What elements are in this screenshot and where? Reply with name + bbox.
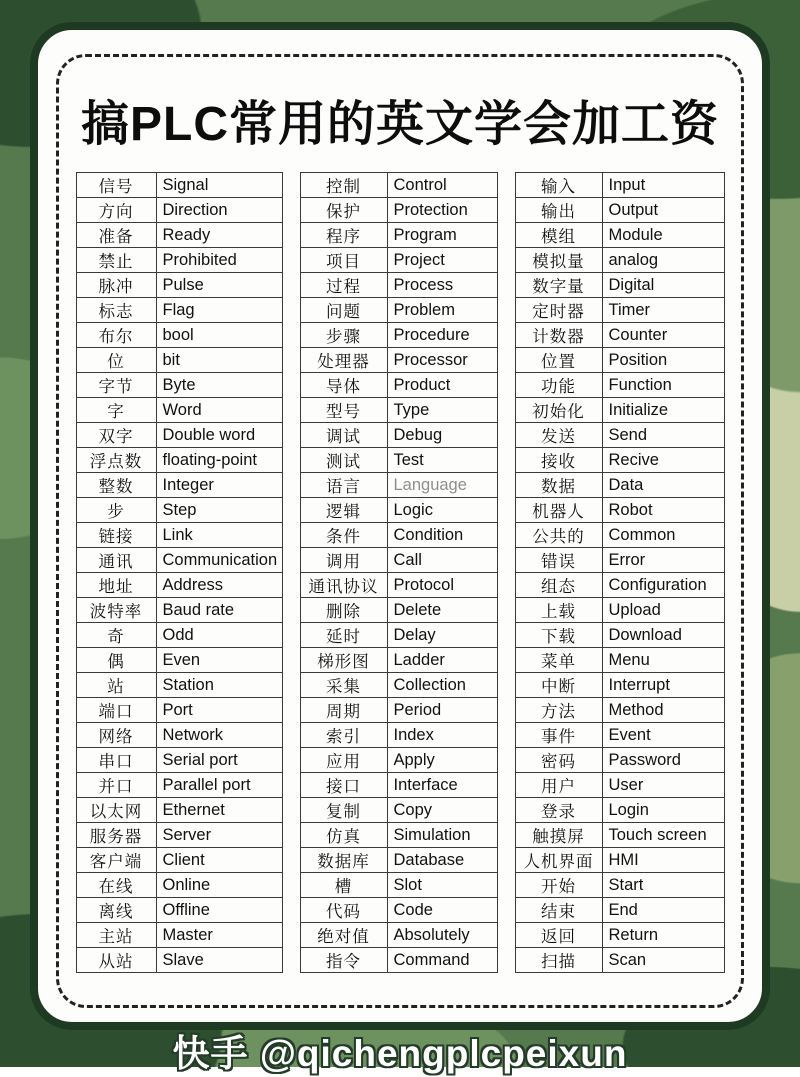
table-row: [300, 873, 497, 898]
chinese-term: 周期: [300, 698, 387, 723]
english-term: Word: [156, 398, 282, 423]
chinese-term: 数据库: [300, 848, 387, 873]
english-term: Send: [602, 423, 724, 448]
table-row: [300, 573, 497, 598]
english-term: Even: [156, 648, 282, 673]
chinese-term: 逻辑: [300, 498, 387, 523]
chinese-term: 双字: [76, 423, 156, 448]
table-row: [515, 323, 724, 348]
chinese-term: 字节: [76, 373, 156, 398]
english-term: Slot: [387, 873, 497, 898]
chinese-term: 从站: [76, 948, 156, 973]
english-term: Process: [387, 273, 497, 298]
chinese-term: 串口: [76, 748, 156, 773]
chinese-term: 地址: [76, 573, 156, 598]
chinese-term: 人机界面: [515, 848, 602, 873]
english-term: Scan: [602, 948, 724, 973]
table-row: [76, 548, 282, 573]
vocab-table-3: [515, 172, 725, 973]
english-term: Input: [602, 173, 724, 198]
chinese-term: 扫描: [515, 948, 602, 973]
table-row: [515, 473, 724, 498]
english-term: Copy: [387, 798, 497, 823]
english-term: Online: [156, 873, 282, 898]
table-row: [515, 573, 724, 598]
chinese-term: 信号: [76, 173, 156, 198]
table-row: [76, 898, 282, 923]
chinese-term: 浮点数: [76, 448, 156, 473]
chinese-term: 布尔: [76, 323, 156, 348]
table-row: [76, 498, 282, 523]
table-row: [300, 598, 497, 623]
table-row: [76, 348, 282, 373]
chinese-term: 项目: [300, 248, 387, 273]
table-row: [300, 348, 497, 373]
watermark: 快手 @qichengplcpeixun: [172, 1033, 628, 1074]
english-term: Network: [156, 723, 282, 748]
chinese-term: 控制: [300, 173, 387, 198]
chinese-term: 程序: [300, 223, 387, 248]
chinese-term: 语言: [300, 473, 387, 498]
table-row: [76, 273, 282, 298]
english-term: Recive: [602, 448, 724, 473]
table-row: [76, 723, 282, 748]
english-term: Problem: [387, 298, 497, 323]
table-row: [515, 923, 724, 948]
english-term: Function: [602, 373, 724, 398]
table-row: [515, 198, 724, 223]
table-row: [76, 823, 282, 848]
english-term: Command: [387, 948, 497, 973]
english-term: Type: [387, 398, 497, 423]
chinese-term: 脉冲: [76, 273, 156, 298]
english-term: Project: [387, 248, 497, 273]
chinese-term: 梯形图: [300, 648, 387, 673]
table-row: [515, 798, 724, 823]
english-term: bit: [156, 348, 282, 373]
english-term: Pulse: [156, 273, 282, 298]
english-term: Interface: [387, 773, 497, 798]
english-term: Position: [602, 348, 724, 373]
english-term: Debug: [387, 423, 497, 448]
chinese-term: 位: [76, 348, 156, 373]
table-row: [515, 348, 724, 373]
table-row: [76, 773, 282, 798]
chinese-term: 指令: [300, 948, 387, 973]
table-row: [515, 523, 724, 548]
chinese-term: 组态: [515, 573, 602, 598]
english-term: Step: [156, 498, 282, 523]
english-term: Protocol: [387, 573, 497, 598]
vocab-card: [30, 22, 770, 1030]
chinese-term: 应用: [300, 748, 387, 773]
english-term: Product: [387, 373, 497, 398]
table-row: [300, 848, 497, 873]
english-term: Double word: [156, 423, 282, 448]
chinese-term: 中断: [515, 673, 602, 698]
english-term: Error: [602, 548, 724, 573]
table-row: [300, 723, 497, 748]
vocab-table-2: [300, 172, 498, 973]
table-row: [515, 773, 724, 798]
english-term: Period: [387, 698, 497, 723]
chinese-term: 触摸屏: [515, 823, 602, 848]
english-term: Digital: [602, 273, 724, 298]
chinese-term: 用户: [515, 773, 602, 798]
chinese-term: 下载: [515, 623, 602, 648]
chinese-term: 复制: [300, 798, 387, 823]
table-row: [76, 473, 282, 498]
table-row: [76, 423, 282, 448]
chinese-term: 数据: [515, 473, 602, 498]
table-row: [515, 373, 724, 398]
chinese-term: 标志: [76, 298, 156, 323]
english-term: Method: [602, 698, 724, 723]
english-term: Server: [156, 823, 282, 848]
chinese-term: 计数器: [515, 323, 602, 348]
english-term: Program: [387, 223, 497, 248]
english-term: Interrupt: [602, 673, 724, 698]
english-term: floating-point: [156, 448, 282, 473]
chinese-term: 登录: [515, 798, 602, 823]
english-term: Logic: [387, 498, 497, 523]
chinese-term: 事件: [515, 723, 602, 748]
chinese-term: 方向: [76, 198, 156, 223]
chinese-term: 并口: [76, 773, 156, 798]
chinese-term: 禁止: [76, 248, 156, 273]
table-row: [76, 848, 282, 873]
english-term: Slave: [156, 948, 282, 973]
english-term: Address: [156, 573, 282, 598]
table-row: [76, 573, 282, 598]
chinese-term: 发送: [515, 423, 602, 448]
table-row: [515, 273, 724, 298]
table-row: [300, 223, 497, 248]
chinese-term: 功能: [515, 373, 602, 398]
english-term: Delete: [387, 598, 497, 623]
chinese-term: 接口: [300, 773, 387, 798]
english-term: Signal: [156, 173, 282, 198]
english-term: Procedure: [387, 323, 497, 348]
table-row: [515, 223, 724, 248]
english-term: Serial port: [156, 748, 282, 773]
chinese-term: 问题: [300, 298, 387, 323]
chinese-term: 公共的: [515, 523, 602, 548]
table-row: [515, 173, 724, 198]
chinese-term: 调试: [300, 423, 387, 448]
chinese-term: 整数: [76, 473, 156, 498]
english-term: Condition: [387, 523, 497, 548]
table-row: [300, 923, 497, 948]
table-row: [515, 823, 724, 848]
tables-container: [73, 172, 727, 973]
english-term: Baud rate: [156, 598, 282, 623]
chinese-term: 结束: [515, 898, 602, 923]
english-term: Code: [387, 898, 497, 923]
table-row: [300, 948, 497, 973]
table-row: [76, 598, 282, 623]
english-term: Call: [387, 548, 497, 573]
table-row: [76, 673, 282, 698]
english-term: Upload: [602, 598, 724, 623]
english-term: Protection: [387, 198, 497, 223]
chinese-term: 条件: [300, 523, 387, 548]
chinese-term: 延时: [300, 623, 387, 648]
english-term: Event: [602, 723, 724, 748]
english-term: Port: [156, 698, 282, 723]
table-row: [300, 473, 497, 498]
table-row: [515, 848, 724, 873]
table-row: [515, 698, 724, 723]
english-term: Simulation: [387, 823, 497, 848]
table-row: [300, 523, 497, 548]
table-row: [300, 173, 497, 198]
chinese-term: 上载: [515, 598, 602, 623]
chinese-term: 索引: [300, 723, 387, 748]
table-row: [300, 623, 497, 648]
table-row: [76, 373, 282, 398]
english-term: Initialize: [602, 398, 724, 423]
english-term: Database: [387, 848, 497, 873]
table-row: [515, 248, 724, 273]
chinese-term: 奇: [76, 623, 156, 648]
vocab-table-1: [76, 172, 283, 973]
chinese-term: 采集: [300, 673, 387, 698]
chinese-term: 步骤: [300, 323, 387, 348]
chinese-term: 输入: [515, 173, 602, 198]
chinese-term: 导体: [300, 373, 387, 398]
chinese-term: 错误: [515, 548, 602, 573]
chinese-term: 型号: [300, 398, 387, 423]
table-row: [300, 498, 497, 523]
chinese-term: 以太网: [76, 798, 156, 823]
chinese-term: 偶: [76, 648, 156, 673]
english-term: Processor: [387, 348, 497, 373]
table-row: [300, 698, 497, 723]
table-row: [300, 373, 497, 398]
chinese-term: 链接: [76, 523, 156, 548]
english-term: End: [602, 898, 724, 923]
english-term: Prohibited: [156, 248, 282, 273]
table-row: [300, 673, 497, 698]
chinese-term: 开始: [515, 873, 602, 898]
chinese-term: 客户端: [76, 848, 156, 873]
chinese-term: 站: [76, 673, 156, 698]
english-term: Touch screen: [602, 823, 724, 848]
english-term: Ready: [156, 223, 282, 248]
chinese-term: 返回: [515, 923, 602, 948]
english-term: Apply: [387, 748, 497, 773]
chinese-term: 模组: [515, 223, 602, 248]
table-row: [300, 648, 497, 673]
english-term: Start: [602, 873, 724, 898]
chinese-term: 密码: [515, 748, 602, 773]
table-row: [300, 798, 497, 823]
chinese-term: 位置: [515, 348, 602, 373]
english-term: Data: [602, 473, 724, 498]
table-row: [300, 448, 497, 473]
table-row: [515, 298, 724, 323]
table-row: [76, 698, 282, 723]
english-term: Offline: [156, 898, 282, 923]
table-row: [515, 948, 724, 973]
english-term: Download: [602, 623, 724, 648]
chinese-term: 调用: [300, 548, 387, 573]
chinese-term: 接收: [515, 448, 602, 473]
chinese-term: 机器人: [515, 498, 602, 523]
chinese-term: 输出: [515, 198, 602, 223]
english-term: Robot: [602, 498, 724, 523]
chinese-term: 字: [76, 398, 156, 423]
english-term: Parallel port: [156, 773, 282, 798]
chinese-term: 服务器: [76, 823, 156, 848]
table-row: [515, 648, 724, 673]
table-row: [300, 823, 497, 848]
table-row: [515, 423, 724, 448]
chinese-term: 菜单: [515, 648, 602, 673]
chinese-term: 定时器: [515, 298, 602, 323]
dashed-border-frame: [56, 54, 744, 1008]
english-term: Byte: [156, 373, 282, 398]
table-row: [76, 323, 282, 348]
table-row: [300, 773, 497, 798]
table-row: [300, 298, 497, 323]
english-term: Ethernet: [156, 798, 282, 823]
table-row: [76, 648, 282, 673]
table-row: [300, 748, 497, 773]
english-term: Delay: [387, 623, 497, 648]
table-row: [76, 398, 282, 423]
chinese-term: 通讯协议: [300, 573, 387, 598]
table-row: [300, 898, 497, 923]
chinese-term: 数字量: [515, 273, 602, 298]
english-term: Ladder: [387, 648, 497, 673]
table-row: [515, 448, 724, 473]
chinese-term: 删除: [300, 598, 387, 623]
english-term: Master: [156, 923, 282, 948]
english-term: Station: [156, 673, 282, 698]
chinese-term: 模拟量: [515, 248, 602, 273]
english-term: Counter: [602, 323, 724, 348]
table-row: [515, 898, 724, 923]
table-row: [76, 748, 282, 773]
english-term: Direction: [156, 198, 282, 223]
chinese-term: 离线: [76, 898, 156, 923]
english-term: Return: [602, 923, 724, 948]
english-term: Control: [387, 173, 497, 198]
english-term: Login: [602, 798, 724, 823]
table-row: [515, 673, 724, 698]
chinese-term: 端口: [76, 698, 156, 723]
table-row: [76, 948, 282, 973]
chinese-term: 初始化: [515, 398, 602, 423]
english-term: Link: [156, 523, 282, 548]
table-row: [76, 448, 282, 473]
table-row: [76, 298, 282, 323]
english-term: Output: [602, 198, 724, 223]
chinese-term: 代码: [300, 898, 387, 923]
english-term: Communication: [156, 548, 282, 573]
chinese-term: 在线: [76, 873, 156, 898]
table-row: [76, 173, 282, 198]
english-term: Language: [387, 473, 497, 498]
english-term: Collection: [387, 673, 497, 698]
english-term: Configuration: [602, 573, 724, 598]
chinese-term: 步: [76, 498, 156, 523]
chinese-term: 槽: [300, 873, 387, 898]
table-row: [76, 873, 282, 898]
table-row: [300, 548, 497, 573]
page-title: 搞PLC常用的英文学会加工资: [80, 98, 719, 151]
table-row: [515, 748, 724, 773]
chinese-term: 准备: [76, 223, 156, 248]
table-row: [300, 398, 497, 423]
table-row: [515, 623, 724, 648]
table-row: [76, 198, 282, 223]
english-term: Password: [602, 748, 724, 773]
chinese-term: 仿真: [300, 823, 387, 848]
table-row: [76, 523, 282, 548]
english-term: Module: [602, 223, 724, 248]
table-row: [515, 873, 724, 898]
chinese-term: 绝对值: [300, 923, 387, 948]
table-row: [300, 423, 497, 448]
english-term: Timer: [602, 298, 724, 323]
table-row: [76, 248, 282, 273]
table-row: [76, 923, 282, 948]
english-term: User: [602, 773, 724, 798]
table-row: [300, 248, 497, 273]
chinese-term: 网络: [76, 723, 156, 748]
chinese-term: 通讯: [76, 548, 156, 573]
english-term: Odd: [156, 623, 282, 648]
table-row: [515, 723, 724, 748]
table-row: [76, 623, 282, 648]
english-term: Client: [156, 848, 282, 873]
english-term: Absolutely: [387, 923, 497, 948]
english-term: analog: [602, 248, 724, 273]
table-row: [300, 273, 497, 298]
english-term: Test: [387, 448, 497, 473]
chinese-term: 波特率: [76, 598, 156, 623]
chinese-term: 主站: [76, 923, 156, 948]
chinese-term: 过程: [300, 273, 387, 298]
english-term: Flag: [156, 298, 282, 323]
english-term: bool: [156, 323, 282, 348]
english-term: Integer: [156, 473, 282, 498]
table-row: [515, 498, 724, 523]
table-row: [515, 548, 724, 573]
chinese-term: 方法: [515, 698, 602, 723]
table-row: [515, 398, 724, 423]
table-row: [76, 798, 282, 823]
english-term: Menu: [602, 648, 724, 673]
table-row: [300, 198, 497, 223]
table-row: [76, 223, 282, 248]
table-row: [300, 323, 497, 348]
chinese-term: 测试: [300, 448, 387, 473]
english-term: HMI: [602, 848, 724, 873]
chinese-term: 处理器: [300, 348, 387, 373]
english-term: Common: [602, 523, 724, 548]
english-term: Index: [387, 723, 497, 748]
table-row: [515, 598, 724, 623]
chinese-term: 保护: [300, 198, 387, 223]
